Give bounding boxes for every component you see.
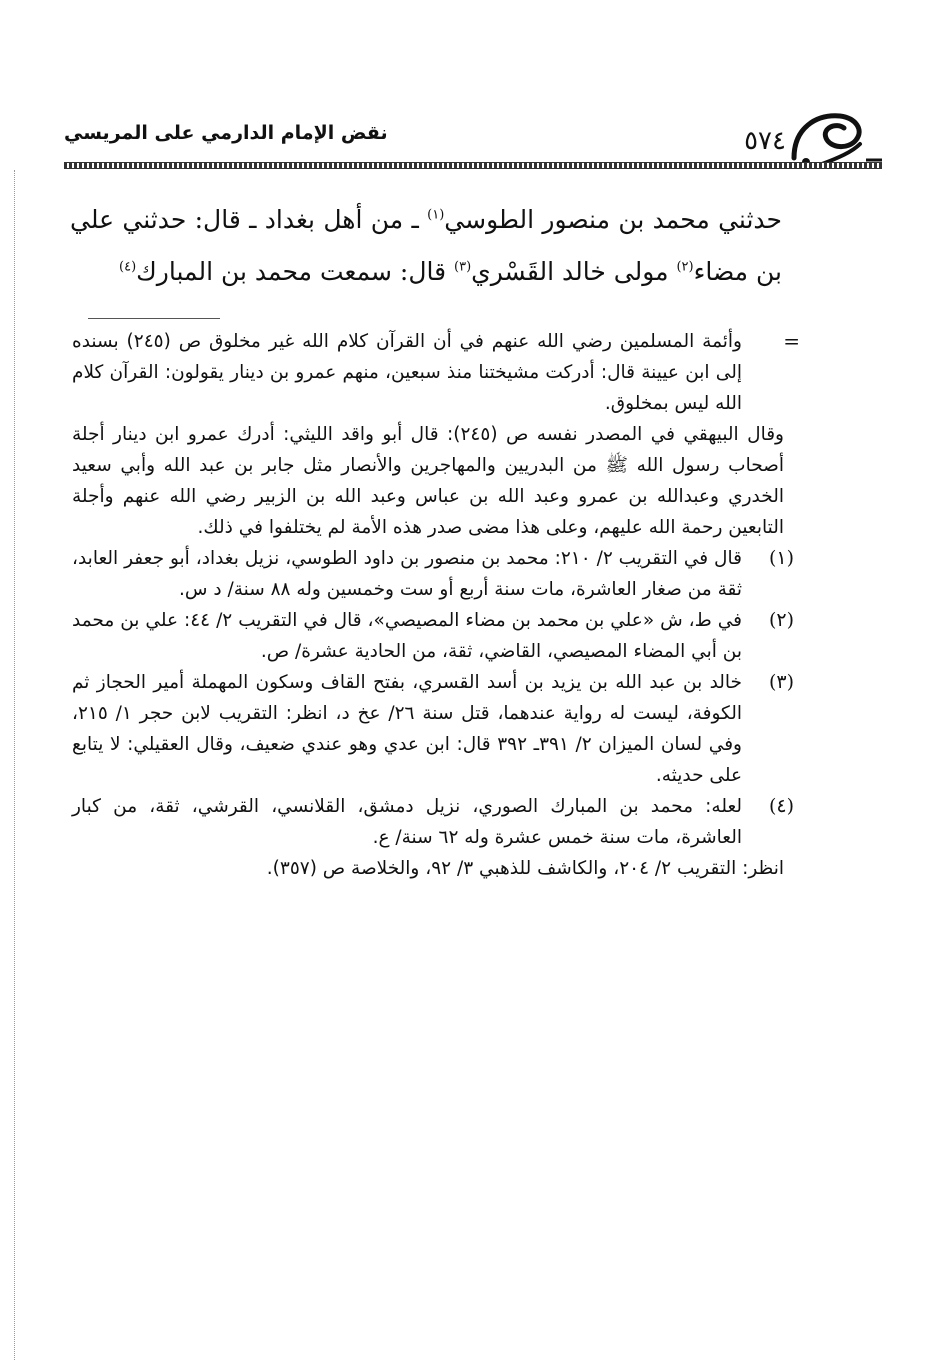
footnote-continuation [72,326,800,419]
main-text-segment: حدثني محمد بن منصور الطوسي [444,205,782,234]
page-number: ٥٧٤ [744,126,786,156]
footnote-marker: (٣) [768,671,794,693]
page-header [64,108,882,160]
book-title: نقض الإمام الدارمي على المريسي [64,122,388,144]
footnote-ref: (١) [427,207,445,223]
footnote-item [72,791,794,853]
footnote-text: خالد بن عبد الله بن يزيد بن أسد القسري، بفتح القاف وسكون المهملة أمير الحجاز ثم الكوفة، ليست له رواية عندهما، قتل سنة ٢٦/ عخ د، انظر: التقريب لابن حجر ١/ ٢١٥، وفي لسان الميزان ٢/ ٣٩١ـ ٣٩٢ قال: ابن عدي وهو عندي ضعيف، وقال العقيلي: لا يتابع على حديثه. [72,672,742,786]
footnote-marker: (٢) [768,609,794,631]
footnote-text: قال في التقريب ٢/ ٢١٠: محمد بن منصور بن داود الطوسي، نزيل بغداد، أبو جعفر العابد، ثقة من صغار العاشرة، مات سنة أربع أو ست وخمسين وله ٨٨ سنة/ د س. [72,548,742,600]
ornament-icon [786,108,882,168]
footnote-item [72,605,794,667]
footnote-marker: (١) [768,547,794,569]
footnote-text: في ط، ش «علي بن محمد بن مضاء المصيصي»، قال في التقريب ٢/ ٤٤: علي بن محمد بن أبي المضاء المصيصي، القاضي، ثقة، من الحادية عشرة/ ص. [72,610,742,662]
header-rule [64,162,882,169]
main-text-segment: ـ من أهل بغداد ـ قال: حدثني [122,205,428,234]
footnote-final: انظر: التقريب ٢/ ٢٠٤، والكاشف للذهبي ٣/ ٩٢، والخلاصة ص (٣٥٧). [266,858,784,879]
footnote-ref: (٣) [454,259,472,275]
footnote-text: لعله: محمد بن المبارك الصوري، نزيل دمشق، القلانسي، القرشي، ثقة، من كبار العاشرة، مات سنة خمس عشرة وله ٦٢ سنة/ ع. [72,796,742,848]
footnote-ref: (٢) [676,259,694,275]
footnote-separator [88,318,220,319]
footnote-ref: (٤) [119,259,137,275]
footnote-paragraph: وأئمة المسلمين رضي الله عنهم في أن القرآن كلام الله غير مخلوق ص (٢٤٥) بسنده إلى ابن عيينة قال: أدركت مشيختنا منذ سبعين، منهم عمرو بن دينار يقولون: القرآن كلام الله ليس بمخلوق. [72,331,742,414]
footnote-paragraph: وقال البيهقي في المصدر نفسه ص (٢٤٥): قال أبو واقد الليثي: أدرك عمرو ابن دينار أجلة أصحاب رسول الله ﷺ من البدريين والمهاجرين والأنصار مثل جابر بن عبد الله وأبي سعيد الخدري وعبدالله بن عمرو وعبد الله بن عباس وعبد الله بن الزبير رضي الله عنهم وأجلة التابعين رحمة الله عليهم، وعلى هذا مضى صدر هذه الأمة لم يختلفوا في ذلك. [72,424,784,538]
footnote-item [72,543,794,605]
footnote-item [72,667,794,791]
main-text [70,194,782,298]
footnotes [72,326,800,884]
main-text-segment: قال: سمعت محمد بن المبارك [136,257,455,286]
main-text-segment: مولى خالد القَسْري [471,257,677,286]
footnote-marker: (٤) [768,795,794,817]
main-text-segment: علي بن مضاء [70,205,782,286]
continuation-marker: = [783,329,800,353]
gutter-line [14,170,15,1360]
